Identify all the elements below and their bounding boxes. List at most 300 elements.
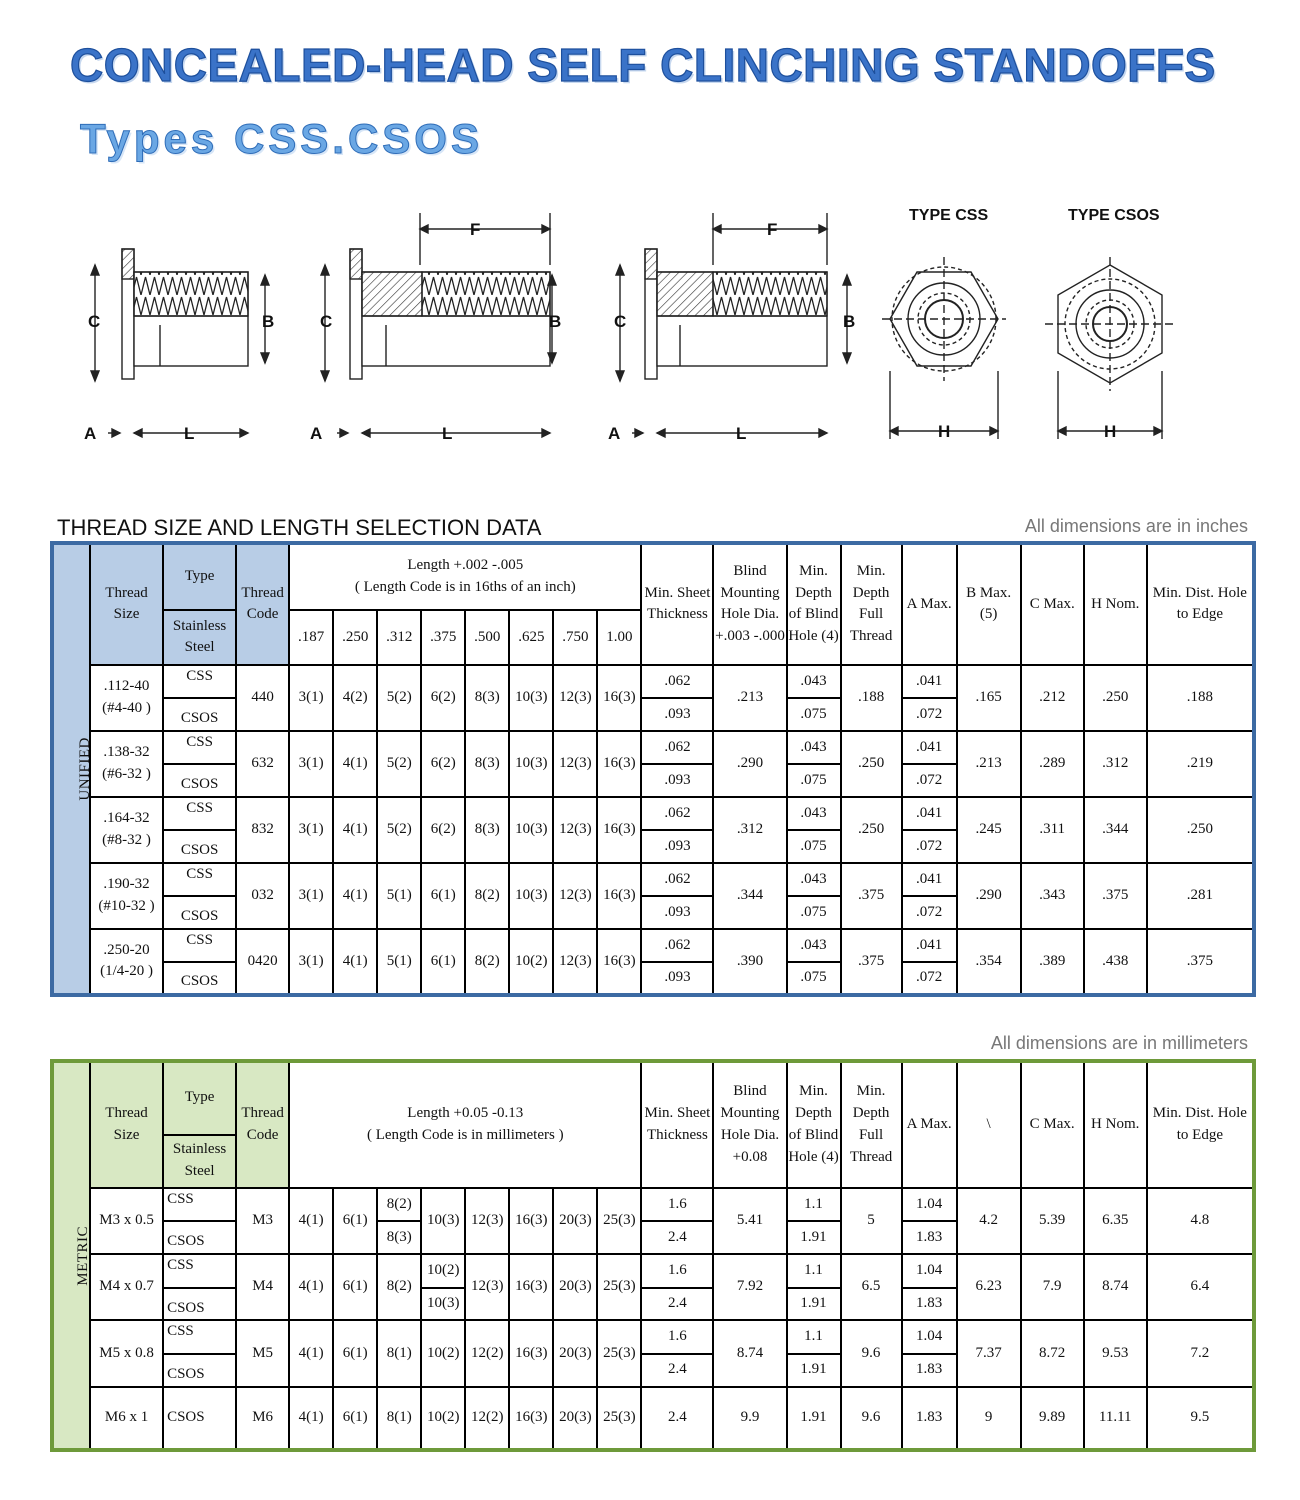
length-code: 3(1) <box>289 731 333 797</box>
length-code: 3(1) <box>289 797 333 863</box>
c-max: 9.89 <box>1021 1387 1084 1450</box>
h-nom: 9.53 <box>1084 1320 1147 1386</box>
min-dist: 7.2 <box>1147 1320 1254 1386</box>
a-max-csos: 1.83 <box>902 1354 957 1387</box>
thread-code: 032 <box>236 863 289 929</box>
a-max-css: .041 <box>902 929 957 963</box>
drawing-hex-css <box>882 257 1006 439</box>
length-code: 16(3) <box>509 1254 553 1320</box>
hdr-thread-size: Thread Size <box>90 1061 163 1188</box>
hdr-length <box>289 543 641 610</box>
inch-unit-note: All dimensions are in inches <box>1024 516 1248 536</box>
dim-label-h-csos: H <box>1104 422 1117 441</box>
length-code: 4(1) <box>289 1188 333 1254</box>
thread-size: M6 x 1 <box>90 1387 163 1450</box>
hdr-c-max: C Max. <box>1021 543 1084 665</box>
depth-blind-css: .043 <box>787 797 841 831</box>
length-code: 4(2) <box>333 665 377 731</box>
length-code: 10(3) <box>421 1188 465 1254</box>
blind-hole: .390 <box>713 929 786 995</box>
dim-label-l-1: L <box>184 424 195 443</box>
a-max-css: 1.04 <box>902 1254 957 1288</box>
blind-hole: 9.9 <box>713 1387 786 1450</box>
length-code: 8(3) <box>465 731 509 797</box>
min-sheet-css: 1.6 <box>641 1188 713 1222</box>
a-max-csos: 1.83 <box>902 1288 957 1321</box>
length-code: 10(3) <box>509 797 553 863</box>
mm-unit-note: All dimensions are in millimeters <box>990 1033 1248 1053</box>
type-csos-label: TYPE CSOS <box>1068 207 1160 224</box>
drawing-standoff-3 <box>616 213 851 437</box>
length-code: 4(1) <box>333 731 377 797</box>
dim-label-b-3: B <box>843 312 856 331</box>
depth-blind-csos: 1.91 <box>787 1221 841 1254</box>
thread-code: 0420 <box>236 929 289 995</box>
length-code-csos: 10(3) <box>421 1288 465 1321</box>
length-code: 12(3) <box>465 1254 509 1320</box>
depth-thread: 6.5 <box>841 1254 902 1320</box>
depth-blind-csos: .075 <box>787 764 841 797</box>
drawing-standoff-2 <box>321 213 556 437</box>
page-title: CONCEALED-HEAD SELF CLINCHING STANDOFFS <box>70 39 1216 91</box>
b-max: 7.37 <box>957 1320 1021 1386</box>
a-max-css: .041 <box>902 731 957 765</box>
length-code: 8(2) <box>465 863 509 929</box>
a-max-css: 1.04 <box>902 1320 957 1354</box>
a-max-csos: 1.83 <box>902 1221 957 1254</box>
depth-thread: .188 <box>841 665 902 731</box>
dim-label-c-1: C <box>88 312 101 331</box>
hdr-b-max: B Max. (5) <box>957 543 1021 665</box>
thread-code: 632 <box>236 731 289 797</box>
hdr-length-100: 1.00 <box>597 610 641 665</box>
type-css: CSS <box>163 731 236 765</box>
hdr-min-depth-thread: Min. Depth Full Thread <box>841 1061 902 1188</box>
hdr-length-500: .500 <box>465 610 509 665</box>
blind-hole: 7.92 <box>713 1254 786 1320</box>
thread-size: .250-20 <box>103 941 150 958</box>
metric-label: METRIC <box>74 1225 91 1286</box>
type-css: CSS <box>163 929 236 963</box>
min-dist: .188 <box>1147 665 1254 731</box>
section-title: THREAD SIZE AND LENGTH SELECTION DATA <box>57 515 542 540</box>
dim-label-f-3: F <box>767 220 778 239</box>
dim-label-h-css: H <box>938 422 951 441</box>
h-nom: 8.74 <box>1084 1254 1147 1320</box>
b-max: .213 <box>957 731 1021 797</box>
h-nom: .250 <box>1084 665 1147 731</box>
thread-size-alt: (1/4-20 ) <box>100 963 153 980</box>
type-css: CSS <box>163 1254 236 1288</box>
depth-thread: 9.6 <box>841 1320 902 1386</box>
blind-hole: .312 <box>713 797 786 863</box>
thread-size: .190-32 <box>103 876 150 893</box>
depth-blind-css: .043 <box>787 731 841 765</box>
hdr-length-line2: ( Length Code is in 16ths of an inch) <box>354 579 576 596</box>
depth-blind-csos: .075 <box>787 698 841 731</box>
depth-blind-css: .043 <box>787 665 841 699</box>
h-nom: .344 <box>1084 797 1147 863</box>
a-max-css: .041 <box>902 665 957 699</box>
length-code: 10(2) <box>421 1320 465 1386</box>
hdr-a-max: A Max. <box>902 1061 957 1188</box>
page-subtitle: Types CSS.CSOS <box>80 115 483 162</box>
table-row <box>52 731 1254 765</box>
length-code: 8(3) <box>465 797 509 863</box>
blind-hole: 5.41 <box>713 1188 786 1254</box>
length-code: 6(2) <box>421 731 465 797</box>
length-code: 6(1) <box>333 1188 377 1254</box>
c-max: .212 <box>1021 665 1084 731</box>
c-max: .343 <box>1021 863 1084 929</box>
length-code: 3(1) <box>289 929 333 995</box>
hdr-length-line2: ( Length Code is in millimeters ) <box>366 1126 564 1143</box>
type-csos: CSOS <box>163 830 236 863</box>
length-code: 20(3) <box>553 1387 597 1450</box>
length-code: 12(2) <box>465 1387 509 1450</box>
depth-thread: 5 <box>841 1188 902 1254</box>
length-code: 4(1) <box>289 1387 333 1450</box>
length-code: 12(3) <box>553 929 597 995</box>
min-sheet-css: .062 <box>641 797 713 831</box>
length-code: 8(2) <box>377 1254 421 1320</box>
hdr-length-187: .187 <box>289 610 333 665</box>
length-code: 4(1) <box>333 863 377 929</box>
length-code: 3(1) <box>289 665 333 731</box>
table-row <box>52 665 1254 699</box>
length-code: 6(1) <box>333 1387 377 1450</box>
table-row <box>52 863 1254 897</box>
table-row <box>52 929 1254 963</box>
metric-group-cell <box>52 1061 90 1450</box>
dim-label-b-2: B <box>549 312 562 331</box>
unified-group-cell <box>52 543 93 995</box>
hdr-b-max: \ <box>957 1061 1021 1188</box>
length-code: 12(3) <box>465 1188 509 1254</box>
depth-blind-css: 1.1 <box>787 1188 841 1222</box>
length-code: 5(1) <box>377 863 421 929</box>
type-css: CSS <box>163 797 236 831</box>
dim-label-a-3: A <box>608 424 621 443</box>
min-sheet-css: .062 <box>641 731 713 765</box>
hdr-thread-code: Thread Code <box>236 543 289 665</box>
b-max: .290 <box>957 863 1021 929</box>
thread-size-alt: (#6-32 ) <box>102 765 151 782</box>
length-code: 10(3) <box>509 665 553 731</box>
length-code: 25(3) <box>597 1320 641 1386</box>
dim-label-a-2: A <box>310 424 323 443</box>
hdr-min-sheet: Min. Sheet Thickness <box>641 543 713 665</box>
thread-size-cell <box>90 665 163 731</box>
min-sheet-css: .062 <box>641 863 713 897</box>
length-code: 16(3) <box>509 1320 553 1386</box>
hdr-thread-size: Thread Size <box>90 543 163 665</box>
blind-hole: .344 <box>713 863 786 929</box>
hdr-stainless: Stainless Steel <box>163 610 236 665</box>
type-css: CSS <box>163 1188 236 1222</box>
thread-size-alt: (#4-40 ) <box>102 699 151 716</box>
length-code: 25(3) <box>597 1254 641 1320</box>
b-max: 9 <box>957 1387 1021 1450</box>
thread-code: 440 <box>236 665 289 731</box>
length-code: 5(2) <box>377 797 421 863</box>
min-dist: .250 <box>1147 797 1254 863</box>
thread-size-cell <box>90 731 163 797</box>
thread-code: M4 <box>236 1254 289 1320</box>
c-max: .311 <box>1021 797 1084 863</box>
length-code: 25(3) <box>597 1387 641 1450</box>
depth-blind-css: 1.1 <box>787 1254 841 1288</box>
dim-label-c-2: C <box>320 312 333 331</box>
blind-hole: .290 <box>713 731 786 797</box>
hdr-length-line1: Length +.002 -.005 <box>407 557 524 574</box>
length-code: 12(2) <box>465 1320 509 1386</box>
depth-thread: .375 <box>841 863 902 929</box>
hdr-blind-hole: Blind Mounting Hole Dia. +0.08 <box>713 1061 786 1188</box>
type-csos: CSOS <box>163 1387 236 1450</box>
c-max: 5.39 <box>1021 1188 1084 1254</box>
length-code: 8(2) <box>465 929 509 995</box>
table-row <box>52 1320 1254 1354</box>
type-csos: CSOS <box>163 1354 236 1387</box>
b-max: 6.23 <box>957 1254 1021 1320</box>
table-row <box>52 1188 1254 1222</box>
length-code: 5(2) <box>377 665 421 731</box>
thread-size-alt: (#8-32 ) <box>102 831 151 848</box>
dim-label-a-1: A <box>84 424 97 443</box>
a-max-csos: .072 <box>902 896 957 929</box>
length-code: 16(3) <box>597 863 641 929</box>
length-code: 6(2) <box>421 797 465 863</box>
length-code: 6(1) <box>333 1254 377 1320</box>
hdr-length-750: .750 <box>553 610 597 665</box>
c-max: 8.72 <box>1021 1320 1084 1386</box>
depth-blind: 1.91 <box>787 1387 841 1450</box>
type-csos: CSOS <box>163 698 236 731</box>
length-code: 4(1) <box>333 929 377 995</box>
thread-size: .138-32 <box>103 744 150 761</box>
length-code: 10(2) <box>421 1387 465 1450</box>
hdr-thread-code: Thread Code <box>236 1061 289 1188</box>
h-nom: 11.11 <box>1084 1387 1147 1450</box>
min-dist: 4.8 <box>1147 1188 1254 1254</box>
hdr-h-nom: H Nom. <box>1084 543 1147 665</box>
thread-size: M3 x 0.5 <box>90 1188 163 1254</box>
min-sheet-csos: .093 <box>641 764 713 797</box>
a-max-css: .041 <box>902 797 957 831</box>
min-dist: .219 <box>1147 731 1254 797</box>
length-code: 3(1) <box>289 863 333 929</box>
type-csos: CSOS <box>163 764 236 797</box>
min-dist: 9.5 <box>1147 1387 1254 1450</box>
depth-blind-csos: .075 <box>787 896 841 929</box>
thread-size: .112-40 <box>103 678 150 695</box>
h-nom: 6.35 <box>1084 1188 1147 1254</box>
length-code: 6(1) <box>333 1320 377 1386</box>
length-code: 25(3) <box>597 1188 641 1254</box>
hdr-min-depth-blind: Min. Depth of Blind Hole (4) <box>787 1061 841 1188</box>
min-dist: .281 <box>1147 863 1254 929</box>
depth-blind-css: .043 <box>787 863 841 897</box>
type-css-label: TYPE CSS <box>909 207 989 224</box>
length-code: 16(3) <box>509 1387 553 1450</box>
depth-thread: .250 <box>841 797 902 863</box>
length-code: 10(2) <box>509 929 553 995</box>
min-sheet-css: .062 <box>641 929 713 963</box>
length-code: 5(1) <box>377 929 421 995</box>
min-sheet-csos: .093 <box>641 830 713 863</box>
a-max-csos: .072 <box>902 830 957 863</box>
depth-blind-csos: .075 <box>787 962 841 995</box>
thread-size: .164-32 <box>103 810 150 827</box>
hdr-min-depth-thread: Min. Depth Full Thread <box>841 543 902 665</box>
hdr-h-nom: H Nom. <box>1084 1061 1147 1188</box>
hdr-min-sheet: Min. Sheet Thickness <box>641 1061 713 1188</box>
dim-label-b-1: B <box>262 312 275 331</box>
thread-size-cell <box>90 929 163 995</box>
type-csos: CSOS <box>163 1288 236 1321</box>
length-code: 16(3) <box>597 797 641 863</box>
hdr-length <box>289 1061 641 1188</box>
depth-thread: .250 <box>841 731 902 797</box>
length-code: 12(3) <box>553 797 597 863</box>
thread-size-cell <box>90 797 163 863</box>
inch-spec-table <box>50 541 1256 997</box>
length-code: 5(2) <box>377 731 421 797</box>
hdr-min-depth-blind: Min. Depth of Blind Hole (4) <box>787 543 841 665</box>
type-css: CSS <box>163 1320 236 1354</box>
length-code-csos: 8(3) <box>377 1221 421 1254</box>
length-code: 16(3) <box>509 1188 553 1254</box>
c-max: .289 <box>1021 731 1084 797</box>
hdr-min-dist: Min. Dist. Hole to Edge <box>1147 543 1254 665</box>
depth-thread: .375 <box>841 929 902 995</box>
b-max: 4.2 <box>957 1188 1021 1254</box>
dim-label-f-2: F <box>470 220 481 239</box>
b-max: .354 <box>957 929 1021 995</box>
hdr-length-312: .312 <box>377 610 421 665</box>
type-css: CSS <box>163 665 236 699</box>
min-sheet-csos: .093 <box>641 698 713 731</box>
min-sheet-csos: .093 <box>641 896 713 929</box>
dim-label-c-3: C <box>614 312 627 331</box>
c-max: .389 <box>1021 929 1084 995</box>
thread-code: M5 <box>236 1320 289 1386</box>
thread-size: M5 x 0.8 <box>90 1320 163 1386</box>
thread-code: M6 <box>236 1387 289 1450</box>
technical-drawings <box>60 195 1240 455</box>
hdr-length-625: .625 <box>509 610 553 665</box>
hdr-length-line1: Length +0.05 -0.13 <box>407 1105 524 1122</box>
depth-blind-css: 1.1 <box>787 1320 841 1354</box>
length-code: 6(2) <box>421 665 465 731</box>
type-csos: CSOS <box>163 1221 236 1254</box>
length-code: 6(1) <box>421 863 465 929</box>
hdr-c-max: C Max. <box>1021 1061 1084 1188</box>
hdr-type: Type <box>163 1061 236 1135</box>
length-code: 20(3) <box>553 1254 597 1320</box>
hdr-type: Type <box>163 543 236 610</box>
c-max: 7.9 <box>1021 1254 1084 1320</box>
min-sheet-csos: .093 <box>641 962 713 995</box>
table-row <box>52 1254 1254 1288</box>
depth-blind-csos: .075 <box>787 830 841 863</box>
type-css: CSS <box>163 863 236 897</box>
hdr-min-dist: Min. Dist. Hole to Edge <box>1147 1061 1254 1188</box>
blind-hole: .213 <box>713 665 786 731</box>
min-sheet-css: .062 <box>641 665 713 699</box>
thread-size-cell <box>90 863 163 929</box>
thread-size-alt: (#10-32 ) <box>98 897 155 914</box>
length-code: 8(1) <box>377 1320 421 1386</box>
a-max-csos: .072 <box>902 764 957 797</box>
blind-hole: 8.74 <box>713 1320 786 1386</box>
table-row <box>52 797 1254 831</box>
depth-blind-csos: 1.91 <box>787 1288 841 1321</box>
hdr-stainless: Stainless Steel <box>163 1135 236 1188</box>
length-code: 6(1) <box>421 929 465 995</box>
a-max-css: 1.04 <box>902 1188 957 1222</box>
min-dist: 6.4 <box>1147 1254 1254 1320</box>
length-code: 20(3) <box>553 1320 597 1386</box>
length-code: 12(3) <box>553 863 597 929</box>
unified-label: UNIFIED <box>76 737 93 801</box>
a-max-csos: .072 <box>902 962 957 995</box>
min-sheet-css: 1.6 <box>641 1254 713 1288</box>
h-nom: .375 <box>1084 863 1147 929</box>
min-dist: .375 <box>1147 929 1254 995</box>
length-code: 4(1) <box>333 797 377 863</box>
length-code: 16(3) <box>597 665 641 731</box>
type-csos: CSOS <box>163 896 236 929</box>
a-max-css: .041 <box>902 863 957 897</box>
hdr-a-max: A Max. <box>902 543 957 665</box>
min-sheet-csos: 2.4 <box>641 1288 713 1321</box>
length-code-css: 8(2) <box>377 1188 421 1222</box>
min-sheet-csos: 2.4 <box>641 1221 713 1254</box>
hdr-length-375: .375 <box>421 610 465 665</box>
thread-code: 832 <box>236 797 289 863</box>
depth-blind-csos: 1.91 <box>787 1354 841 1387</box>
metric-spec-table <box>50 1059 1256 1452</box>
length-code: 8(3) <box>465 665 509 731</box>
length-code: 10(3) <box>509 731 553 797</box>
length-code: 8(1) <box>377 1387 421 1450</box>
min-sheet-css: 1.6 <box>641 1320 713 1354</box>
b-max: .165 <box>957 665 1021 731</box>
length-code: 16(3) <box>597 731 641 797</box>
min-sheet: 2.4 <box>641 1387 713 1450</box>
table-row <box>52 1387 1254 1450</box>
length-code: 16(3) <box>597 929 641 995</box>
length-code: 20(3) <box>553 1188 597 1254</box>
a-max: 1.83 <box>902 1387 957 1450</box>
type-csos: CSOS <box>163 962 236 995</box>
thread-size: M4 x 0.7 <box>90 1254 163 1320</box>
length-code: 12(3) <box>553 731 597 797</box>
b-max: .245 <box>957 797 1021 863</box>
length-code: 10(3) <box>509 863 553 929</box>
a-max-csos: .072 <box>902 698 957 731</box>
drawing-hex-csos <box>1045 257 1175 439</box>
thread-code: M3 <box>236 1188 289 1254</box>
length-code: 4(1) <box>289 1320 333 1386</box>
length-code: 12(3) <box>553 665 597 731</box>
length-code: 4(1) <box>289 1254 333 1320</box>
drawing-standoff-1 <box>91 249 269 437</box>
dim-label-l-2: L <box>442 424 453 443</box>
h-nom: .312 <box>1084 731 1147 797</box>
